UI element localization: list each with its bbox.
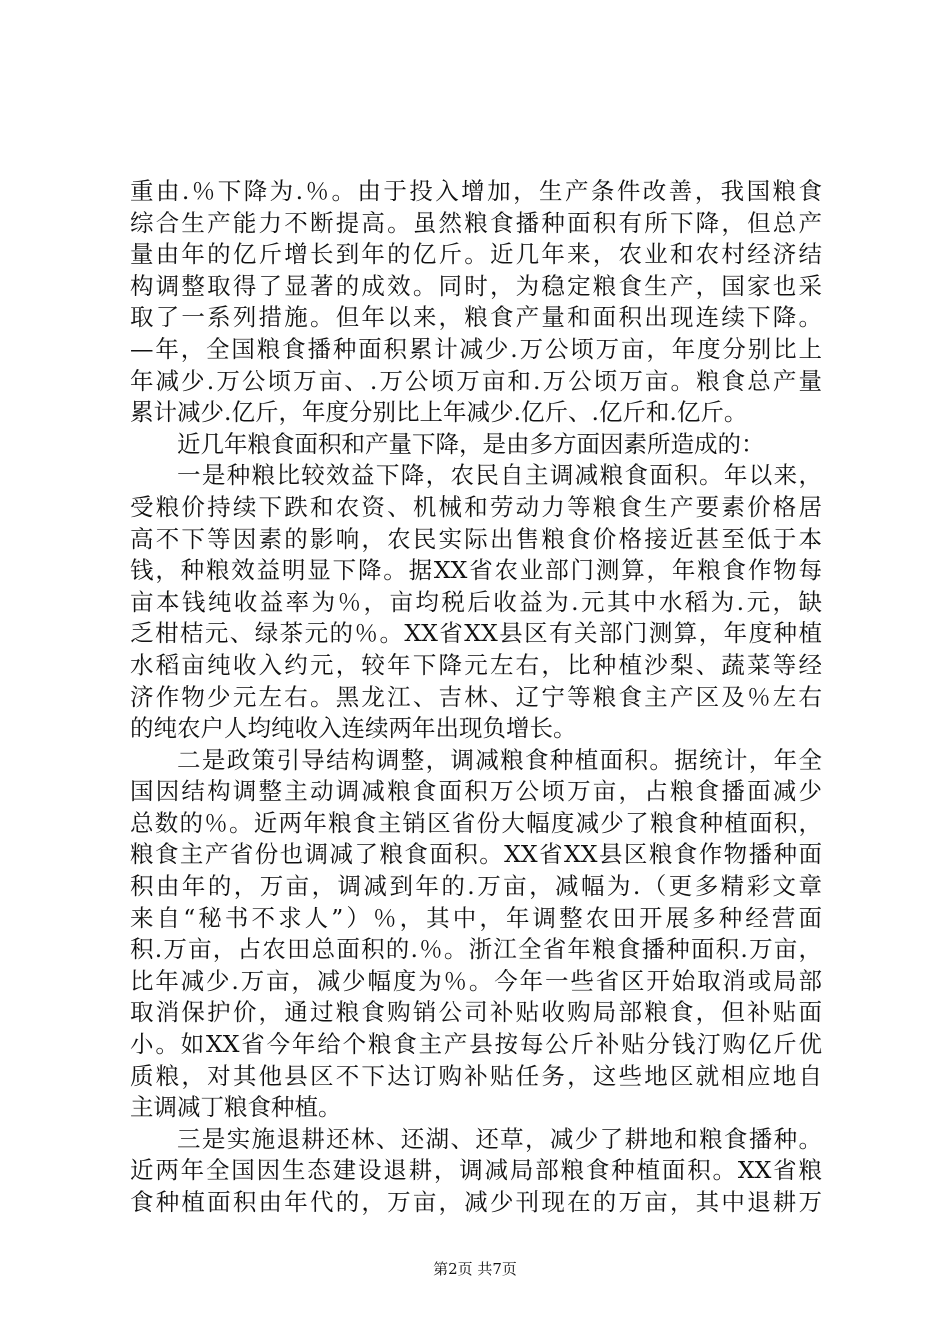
text-line: 取了一系列措施。但年以来，粮食产量和面积出现连续下降。 bbox=[130, 303, 822, 332]
text-line: 取消保护价，通过粮食购销公司补贴收购局部粮食，但补贴面 bbox=[130, 998, 822, 1027]
paragraph-start-line: 近几年粮食面积和产量下降，是由多方面因素所造成的： bbox=[177, 429, 765, 458]
paragraph-start-line: 一是种粮比较效益下降，农民自主调减粮食面积。年以来， bbox=[177, 461, 822, 490]
text-line: 小。如XX省今年给个粮食主产县按每公斤补贴分钱汀购亿斤优 bbox=[130, 1030, 822, 1059]
paragraph-start-line: 二是政策引导结构调整，调减粮食种植面积。据统计，年全 bbox=[177, 745, 822, 774]
page-footer: 第2页 共7页 bbox=[433, 1260, 517, 1278]
text-line: 积由年的，万亩，调减到年的.万亩，减幅为.（更多精彩文章 bbox=[130, 872, 822, 901]
text-line: 亩本钱纯收益率为％，亩均税后收益为.元其中水稻为.元，缺 bbox=[130, 587, 822, 616]
text-line: 钱，种粮效益明显下降。据XX省农业部门测算，年粮食作物每 bbox=[130, 556, 822, 585]
text-line: —年，全国粮食播种面积累计减少.万公顷万亩，年度分别比上 bbox=[130, 334, 822, 363]
text-line: 食种植面积由年代的，万亩，减少刊现在的万亩，其中退耕万 bbox=[130, 1188, 822, 1216]
text-line: 比年减少.万亩，减少幅度为％。今年一些省区开始取消或局部 bbox=[130, 966, 822, 995]
text-line: 粮食主产省份也调减了粮食面积。XX省XX县区粮食作物播种面 bbox=[130, 840, 822, 869]
text-line: 来自“秘书不求人”）％，其中，年调整农田开展多种经营面 bbox=[130, 903, 822, 932]
text-line: 质粮，对其他县区不下达订购补贴任务，这些地区就相应地自 bbox=[130, 1061, 822, 1090]
text-line: 的纯农户人均纯收入连续两年出现负增长。 bbox=[130, 714, 577, 743]
text-line: 主调减丁粮食种植。 bbox=[130, 1093, 342, 1122]
text-line: 构调整取得了显著的成效。同时，为稳定粮食生产，国家也采 bbox=[130, 271, 822, 300]
text-line: 高不下等因素的影响，农民实际出售粮食价格接近甚至低于本 bbox=[130, 524, 822, 553]
text-line: 近两年全国因生态建设退耕，调减局部粮食种植面积。XX省粮 bbox=[130, 1156, 822, 1185]
text-line: 济作物少元左右。黑龙江、吉林、辽宁等粮食主产区及％左右 bbox=[130, 682, 822, 711]
text-line: 总数的％。近两年粮食主销区省份大幅度减少了粮食种植面积， bbox=[130, 808, 822, 837]
paragraph-start-line: 三是实施退耕还林、还湖、还草，减少了耕地和粮食播种。 bbox=[177, 1124, 822, 1153]
text-line: 积.万亩，占农田总面积的.％。浙江全省年粮食播种面积.万亩， bbox=[130, 935, 822, 964]
text-line: 累计减少.亿斤，年度分别比上年减少.亿斤、.亿斤和.亿斤。 bbox=[130, 398, 748, 427]
text-line: 水稻亩纯收入约元，较年下降元左右，比种植沙梨、蔬菜等经 bbox=[130, 650, 822, 679]
text-line: 重由.％下降为.％。由于投入增加，生产条件改善，我国粮食 bbox=[130, 177, 822, 205]
text-line: 综合生产能力不断提高。虽然粮食播种面积有所下降，但总产 bbox=[130, 208, 822, 237]
text-line: 乏柑桔元、绿茶元的％。XX省XX县区有关部门测算，年度种植 bbox=[130, 619, 822, 648]
text-line: 量由年的亿斤增长到年的亿斤。近几年来，农业和农村经济结 bbox=[130, 240, 822, 269]
text-line: 国因结构调整主动调减粮食面积万公顷万亩，占粮食播面减少 bbox=[130, 777, 822, 806]
text-line: 受粮价持续下跌和农资、机械和劳动力等粮食生产要素价格居 bbox=[130, 492, 822, 521]
document-body bbox=[130, 176, 822, 1219]
text-line: 年减少.万公顷万亩、.万公顷万亩和.万公顷万亩。粮食总产量 bbox=[130, 366, 822, 395]
